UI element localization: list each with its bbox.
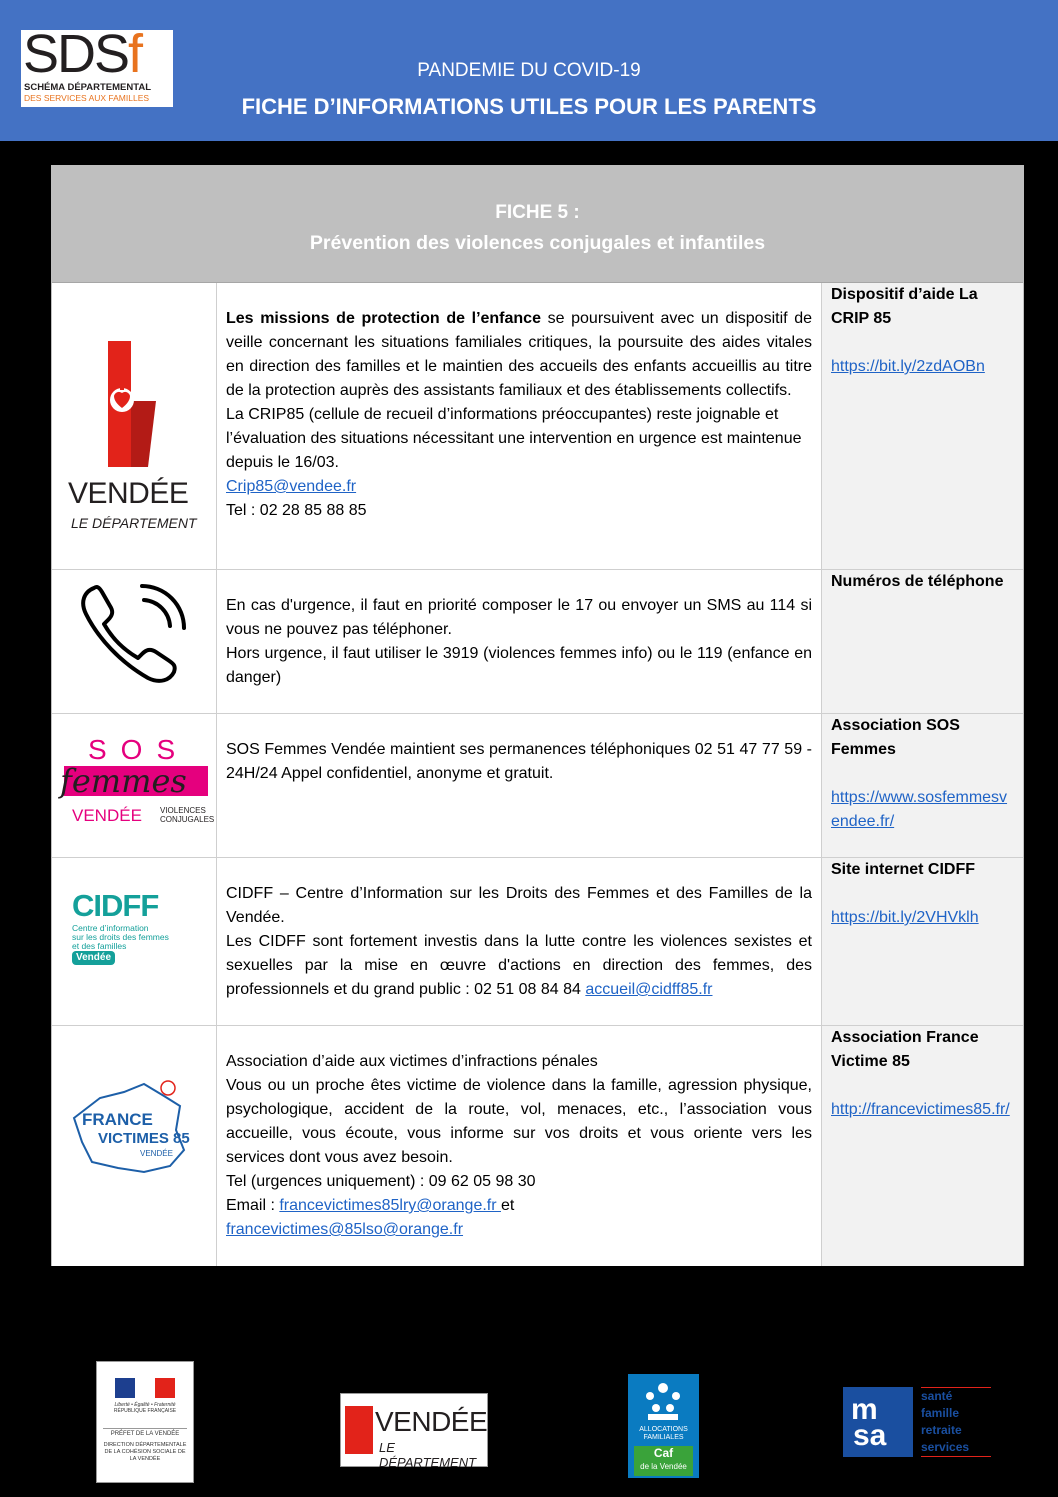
cidff-text-2: Les CIDFF sont fortement investis dans la lutte contre les violences sexistes et sexuelles par la mise en œuvre d'actions en direction des femmes, des professionnels et du grand public : 02 51 08 84 84 — [226, 933, 812, 998]
footer-vendee-main: VENDÉE — [375, 1406, 488, 1437]
sos-logo-mid: femmes — [60, 762, 187, 800]
fv-description — [217, 1026, 822, 1266]
footer-vendee-heart-icon — [345, 1406, 373, 1454]
crip-bold-lead: Les missions de protection de l’enfance — [226, 310, 541, 327]
sos-side-title: Association SOS Femmes — [831, 717, 960, 758]
fiche-subject: Prévention des violences conjugales et infantiles — [309, 232, 766, 254]
msa-l4: services — [921, 1439, 991, 1457]
crip-description — [217, 283, 822, 569]
cidff-email-link[interactable]: accueil@cidff85.fr — [585, 981, 713, 998]
table-row-crip — [52, 283, 1023, 570]
msa-mark-icon: m sa — [843, 1387, 913, 1457]
crip-tel: Tel : 02 28 85 88 85 — [226, 502, 367, 519]
sdsf-logo-mark: SDSf — [23, 24, 142, 84]
sos-paragraph-1: SOS Femmes Vendée maintient ses permanences téléphoniques 02 51 47 77 59 - 24H/24 Appel confidentiel, anonyme et gratuit. — [226, 741, 812, 782]
phone-description — [217, 570, 822, 713]
fv-side — [822, 1026, 1023, 1266]
vendee-logo-text: VENDÉE — [68, 477, 189, 510]
fv-paragraph-2: Vous ou un proche êtes victime de violence dans la famille, agression physique, psychologique, accident de la route, vol, menaces, etc., l’association vous accueille, vous écoute, vous informe sur vos droits et vous oriente vers les services dont vous avez besoin. — [226, 1077, 812, 1166]
footer-vendee-logo — [340, 1393, 488, 1470]
crip-side-title: Dispositif d’aide La CRIP 85 — [831, 286, 978, 327]
table-row-france-victimes — [52, 1026, 1023, 1266]
fv-email-line — [226, 1194, 812, 1218]
sos-logo-note2: CONJUGALES — [160, 815, 215, 824]
msa-l3: retraite — [921, 1423, 962, 1437]
fiche-heading — [52, 166, 1023, 283]
cidff-description — [217, 858, 822, 1025]
prefet-line1: Liberté • Égalité • Fraternité — [114, 1402, 176, 1408]
french-flag-icon — [115, 1378, 175, 1398]
sos-logo-note1: VIOLENCES — [160, 806, 206, 815]
caf-l3: Caf — [653, 1446, 674, 1460]
phone-side — [822, 570, 1023, 713]
cidff-side — [822, 858, 1023, 1025]
caf-people-icon — [628, 1378, 699, 1424]
fv-email-link-1[interactable]: francevictimes85lry@orange.fr — [279, 1197, 501, 1214]
table-row-cidff — [52, 858, 1023, 1026]
sos-logo-note — [160, 806, 214, 824]
fv-paragraph-1: Association d’aide aux victimes d’infractions pénales — [226, 1053, 598, 1070]
phone-paragraph-1: En cas d'urgence, il faut en priorité composer le 17 ou envoyer un SMS au 114 si vous ne pouvez pas téléphoner. — [226, 597, 812, 638]
cidff-logo-l3: et des familles — [72, 941, 127, 951]
crip-text-1: se poursuivent avec un dispositif de veille concernant les situations familiales critiques, la poursuite des aides vitales en direction des familles et le maintien des accueils des enfants accueillis au titre de la protection auprès des assistants familiaux et des établissements collectifs. — [226, 310, 812, 399]
fv-side-link[interactable]: http://francevictimes85.fr/ — [831, 1101, 1010, 1118]
msa-text — [921, 1387, 991, 1457]
table-row-sos-femmes — [52, 714, 1023, 858]
crip-side — [822, 283, 1023, 569]
prefet-line2: RÉPUBLIQUE FRANÇAISE — [113, 1408, 177, 1414]
info-table — [51, 165, 1024, 1266]
header-title: FICHE D’INFORMATIONS UTILES POUR LES PARENTS — [241, 94, 817, 119]
prefet-logo — [96, 1361, 194, 1483]
sdsf-logo-line1: SCHÉMA DÉPARTEMENTAL — [24, 82, 152, 93]
msa-logo — [843, 1387, 991, 1457]
cidff-logo-sub — [72, 924, 169, 951]
header-subtitle: PANDEMIE DU COVID-19 — [417, 60, 641, 81]
fv-email-join: et — [501, 1197, 515, 1214]
cidff-side-title: Site internet CIDFF — [831, 861, 976, 878]
table-row-phone — [52, 570, 1023, 714]
fv-email-label: Email : — [226, 1197, 280, 1214]
fv-side-title: Association France Victime 85 — [831, 1029, 979, 1070]
fv-tel: Tel (urgences uniquement) : 09 62 05 98 30 — [226, 1173, 536, 1190]
sos-logo-top: SOS — [88, 734, 190, 765]
phone-icon — [52, 570, 217, 714]
caf-logo — [628, 1374, 699, 1478]
sos-femmes-logo — [52, 714, 217, 857]
fiche-number: FICHE 5 : — [495, 202, 580, 223]
crip-paragraph-2: La CRIP85 (cellule de recueil d’informations préoccupantes) reste joignable et l’évaluation des situations nécessitant une intervention en urgence est maintenue depuis le 16/03. — [226, 406, 802, 471]
cidff-logo-main: CIDFF — [72, 888, 159, 923]
fv-logo-l2: VICTIMES 85 — [98, 1130, 190, 1147]
cidff-paragraph-2 — [226, 930, 812, 1002]
sos-logo-bottom: VENDÉE — [72, 806, 142, 825]
crip-paragraph-1 — [226, 307, 812, 403]
caf-l4: de la Vendée — [640, 1462, 687, 1471]
phone-side-title: Numéros de téléphone — [831, 573, 1004, 590]
caf-l2: FAMILIALES — [643, 1434, 684, 1441]
sdsf-logo-line2: DES SERVICES AUX FAMILLES — [24, 93, 150, 103]
msa-l1: santé — [921, 1387, 991, 1405]
cidff-side-link[interactable]: https://bit.ly/2VHVklh — [831, 909, 979, 926]
cidff-logo-l2: sur les droits des femmes — [72, 932, 169, 942]
sos-side — [822, 714, 1023, 857]
cidff-paragraph-1: CIDFF – Centre d’Information sur les Droits des Femmes et des Familles de la Vendée. — [226, 885, 812, 926]
vendee-logo — [52, 283, 217, 569]
msa-l2: famille — [921, 1406, 960, 1420]
sos-description — [217, 714, 822, 857]
fv-logo-l1: FRANCE — [82, 1110, 153, 1129]
prefet-line4: DIRECTION DÉPARTEMENTALE DE LA COHÉSION SOCIALE DE LA VENDÉE — [103, 1442, 187, 1462]
phone-logo — [52, 570, 217, 713]
crip-email-link[interactable]: Crip85@vendee.fr — [226, 478, 357, 495]
caf-l1: ALLOCATIONS — [639, 1426, 688, 1433]
footer-vendee-sub: LE DÉPARTEMENT — [379, 1440, 477, 1470]
fv-logo-l3: VENDÉE — [140, 1149, 173, 1158]
cidff-logo — [52, 858, 217, 1025]
vendee-logo-sub: LE DÉPARTEMENT — [71, 515, 197, 531]
prefet-line3: PRÉFET DE LA VENDÉE — [103, 1428, 187, 1437]
crip-side-link[interactable]: https://bit.ly/2zdAOBn — [831, 358, 985, 375]
cidff-logo-badge: Vendée — [72, 951, 115, 965]
france-victimes-logo — [52, 1026, 217, 1266]
sos-side-link[interactable]: https://www.sosfemmesvendee.fr/ — [831, 789, 1008, 830]
fv-email-link-2[interactable]: francevictimes@85lso@orange.fr — [226, 1221, 464, 1238]
page-header — [0, 0, 1058, 141]
phone-paragraph-2: Hors urgence, il faut utiliser le 3919 (violences femmes info) ou le 119 (enfance en danger) — [226, 645, 812, 686]
cidff-logo-l1: Centre d’information — [72, 923, 149, 933]
